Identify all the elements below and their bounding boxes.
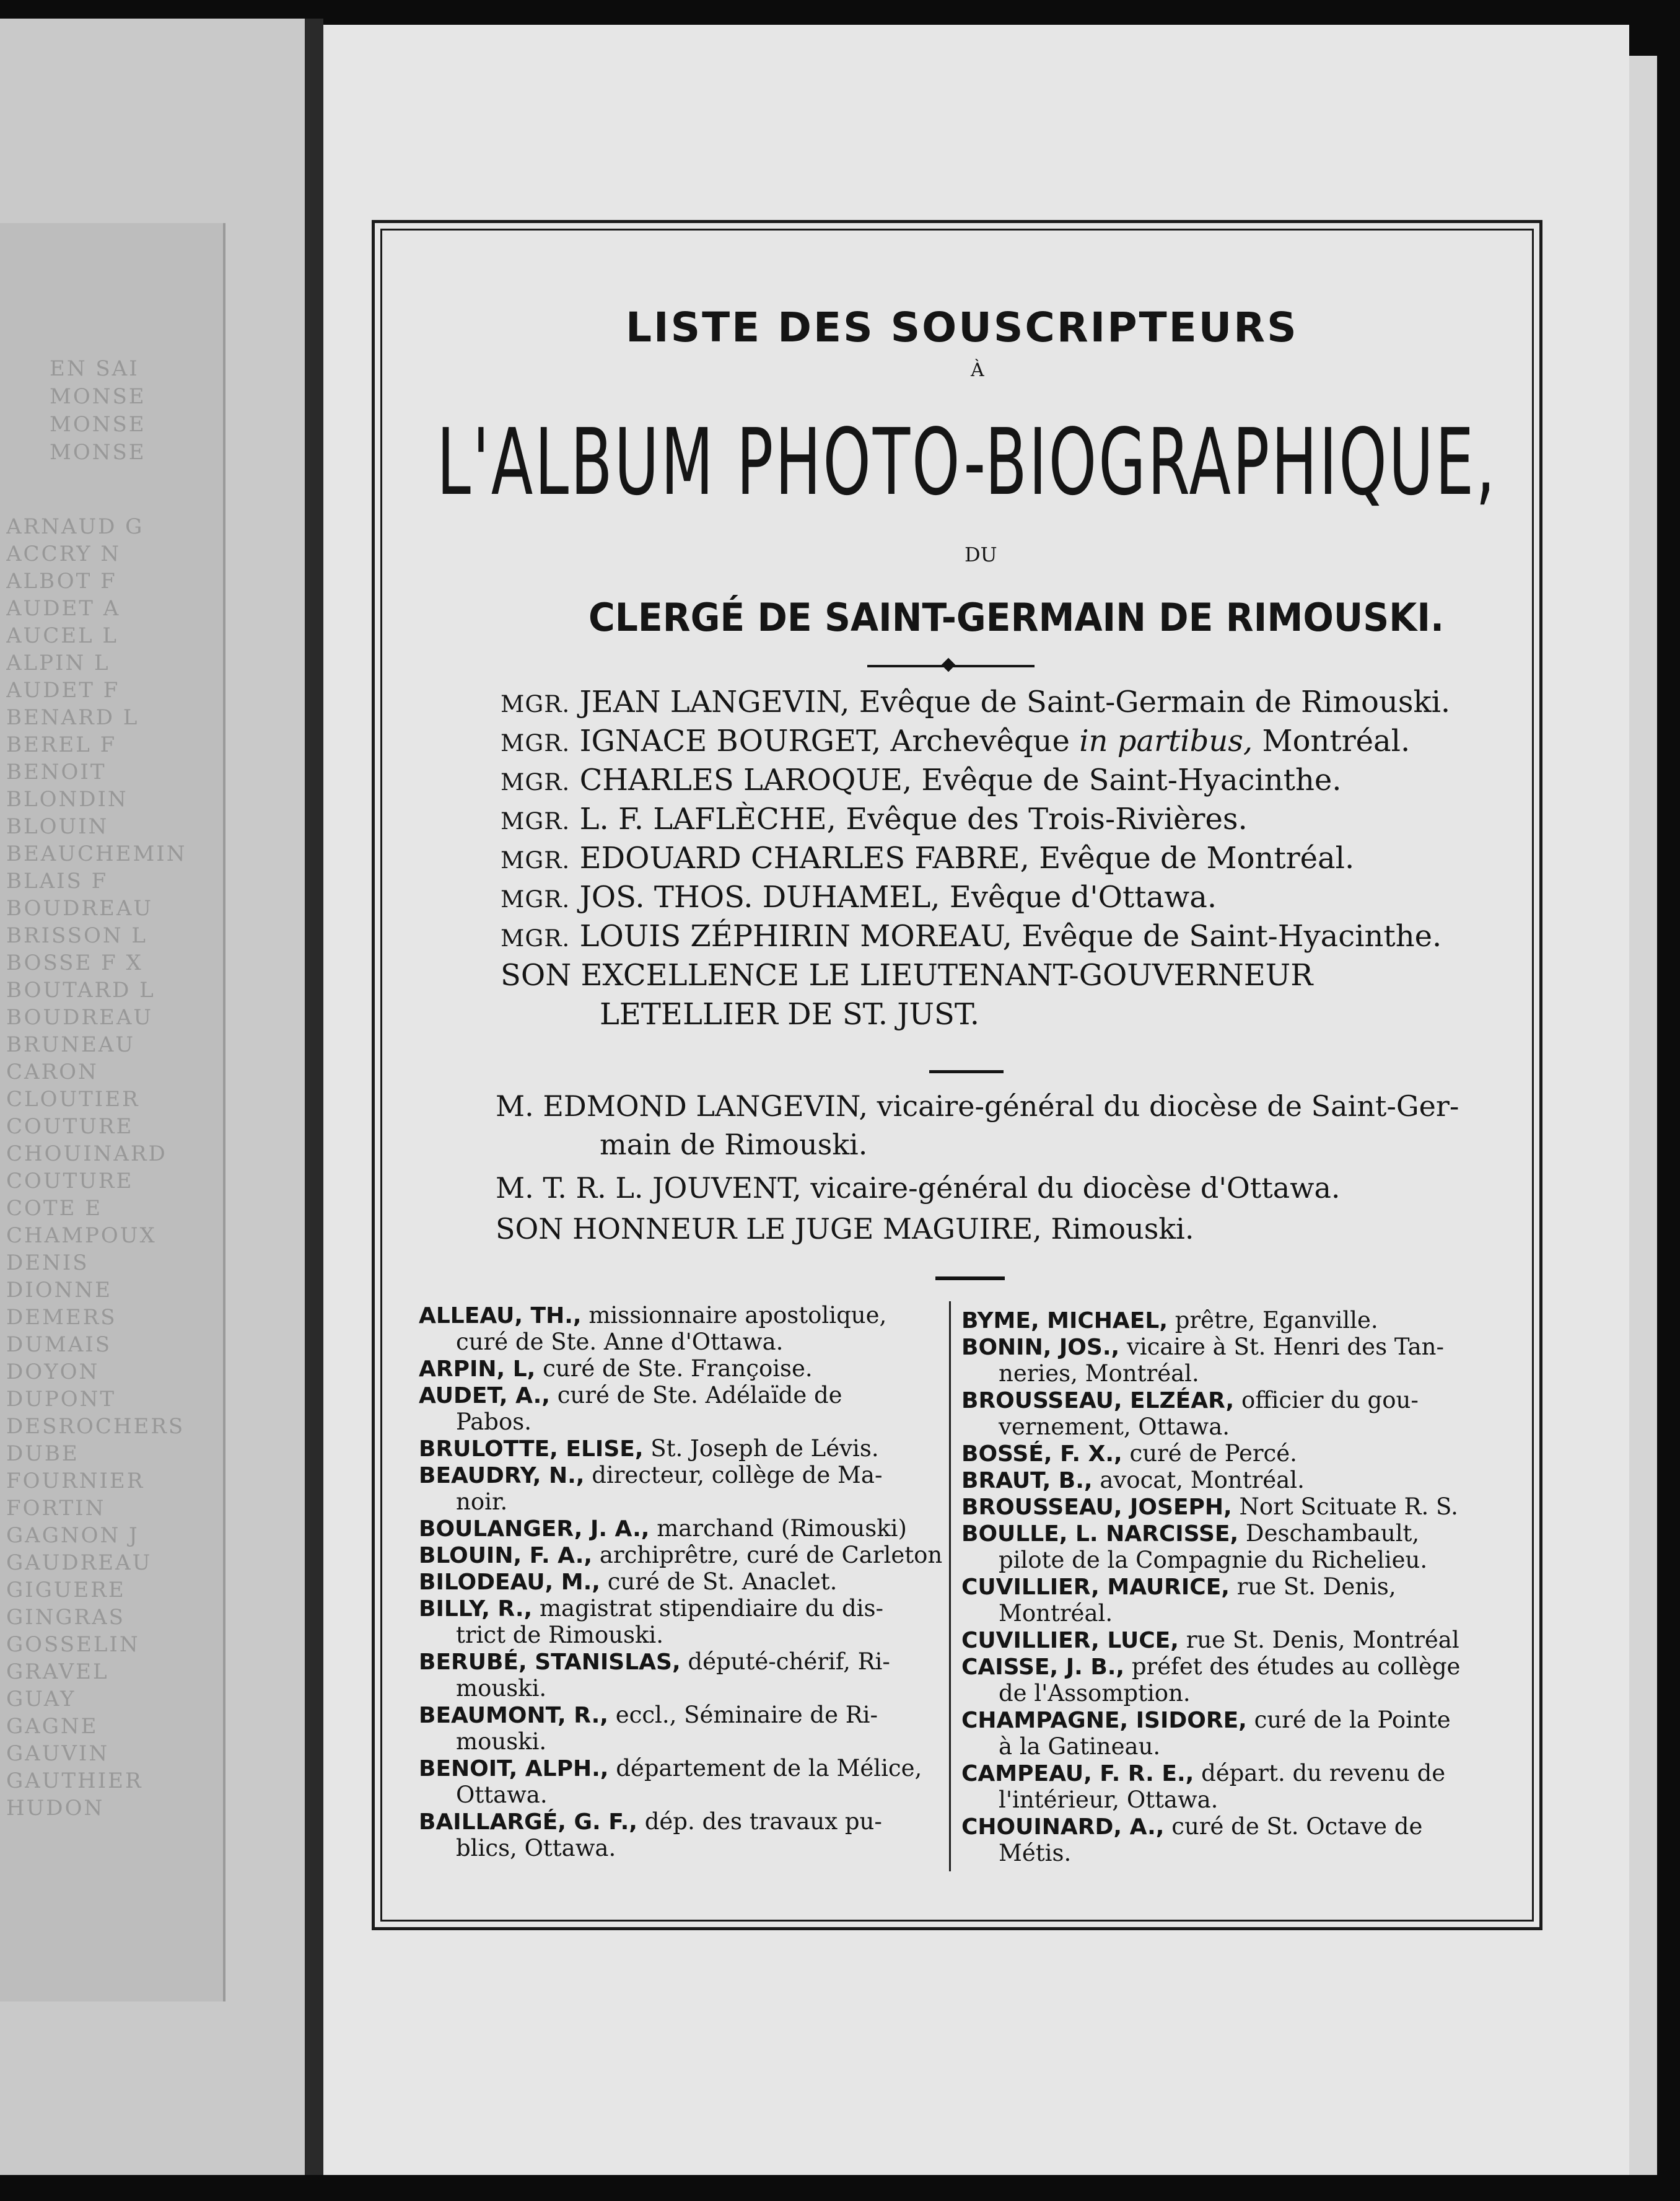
dignitary-name: CHARLES LAROQUE,	[579, 763, 912, 797]
subscriber-line	[961, 1361, 1477, 1386]
bleed-through-line: CLOUTIER	[6, 1087, 140, 1112]
bleed-through-line: GAUDREAU	[6, 1550, 152, 1575]
subscriber-detail: mouski.	[456, 1728, 547, 1755]
subscriber-line	[961, 1441, 1477, 1467]
dignitary-name: L. F. LAFLÈCHE,	[579, 802, 836, 837]
bleed-through-line: BLONDIN	[6, 787, 128, 812]
dignitary-role: Evêque des Trois-Rivières.	[846, 802, 1248, 837]
subscriber-line	[961, 1814, 1477, 1840]
bleed-through-line: GAUTHIER	[6, 1768, 143, 1793]
bleed-through-line: ALPIN L	[6, 651, 110, 675]
bleed-through-line: BRUNEAU	[6, 1032, 136, 1057]
subscriber-name: CHOUINARD, A.,	[961, 1814, 1165, 1840]
column-divider	[949, 1301, 951, 1871]
bleed-through-line: BOSSE F X	[6, 951, 143, 975]
bleed-through-line: BOUDREAU	[6, 896, 154, 921]
subscriber-detail: neries, Montréal.	[999, 1360, 1199, 1387]
subscriber-line	[961, 1521, 1477, 1547]
dignitary-line	[501, 880, 1217, 915]
subscriber-detail: trict de Rimouski.	[456, 1622, 663, 1648]
subscriber-line	[961, 1494, 1477, 1520]
bleed-through-line: DUBE	[6, 1441, 79, 1466]
subscriber-line	[419, 1755, 945, 1781]
bleed-through-line: DUPONT	[6, 1387, 116, 1412]
subscriber-detail: curé de Ste. Adélaïde de	[557, 1382, 842, 1408]
dignitary-line	[501, 685, 1450, 719]
bleed-through-line: EN SAI	[50, 356, 139, 381]
bleed-through-line: DIONNE	[6, 1278, 112, 1303]
dignitary-role: Evêque de Saint-Germain de Rimouski.	[859, 685, 1451, 719]
subscriber-line	[419, 1622, 945, 1648]
bleed-through-line: HUDON	[6, 1796, 105, 1821]
bleed-through-line: AUDET A	[6, 596, 121, 621]
bleed-through-line: GAGNE	[6, 1714, 98, 1739]
bleed-through-line: FOURNIER	[6, 1469, 145, 1493]
subscriber-detail: curé de St. Octave de	[1171, 1813, 1423, 1840]
subscriber-detail: curé de la Pointe	[1254, 1707, 1451, 1733]
bleed-through-line: BENARD L	[6, 705, 139, 730]
dignitary-line	[501, 919, 1442, 954]
subscriber-detail: missionnaire apostolique,	[588, 1302, 887, 1329]
subscriber-detail: curé de Ste. Françoise.	[543, 1355, 813, 1382]
subscriber-detail: noir.	[456, 1488, 508, 1515]
subscriber-line	[961, 1387, 1477, 1413]
clergy-role: vicaire-général du diocèse de Saint-Ger-	[877, 1089, 1459, 1123]
subscriber-name: BOULANGER, J. A.,	[419, 1516, 650, 1542]
dignitary-role: Evêque de Saint-Hyacinthe.	[1022, 919, 1442, 954]
subscriber-line	[961, 1734, 1477, 1759]
subscriber-line	[961, 1760, 1477, 1786]
dignitary-line	[501, 763, 1342, 797]
subscriber-line	[961, 1787, 1477, 1812]
bleed-through-line: GINGRAS	[6, 1605, 125, 1630]
subscriber-detail: vernement, Ottawa.	[999, 1413, 1230, 1440]
subscriber-line	[961, 1334, 1477, 1360]
subscriber-detail: pilote de la Compagnie du Richelieu.	[999, 1547, 1428, 1573]
bleed-through-line: DUMAIS	[6, 1332, 112, 1357]
subscriber-line	[419, 1382, 945, 1408]
subscriber-line	[961, 1680, 1477, 1706]
bleed-through-line: MONSE	[50, 412, 146, 437]
dignitary-title: MGR.	[501, 729, 571, 757]
subscriber-name: BOSSÉ, F. X.,	[961, 1441, 1122, 1467]
subscriber-detail: Pabos.	[456, 1408, 532, 1435]
subscriber-detail: Ottawa.	[456, 1781, 548, 1808]
subscriber-line	[419, 1303, 945, 1329]
subscriber-detail: marchand (Rimouski)	[657, 1515, 907, 1542]
subscriber-name: BENOIT, ALPH.,	[419, 1756, 609, 1781]
subscriber-line	[419, 1489, 945, 1514]
book-gutter	[305, 19, 323, 2175]
bleed-through-line: GOSSELIN	[6, 1632, 140, 1657]
dignitary-name: LOUIS ZÉPHIRIN MOREAU,	[579, 919, 1012, 954]
subscriber-detail: département de la Mélice,	[616, 1755, 922, 1781]
subscriber-detail: Deschambault,	[1245, 1520, 1420, 1547]
subscriber-detail: curé de Ste. Anne d'Ottawa.	[456, 1329, 784, 1355]
subscriber-name: BAILLARGÉ, G. F.,	[419, 1809, 637, 1835]
dignitary-role: Evêque d'Ottawa.	[949, 880, 1217, 915]
subscriber-detail: à la Gatineau.	[999, 1733, 1161, 1760]
subscriber-line	[961, 1547, 1477, 1573]
subscriber-line	[419, 1542, 945, 1568]
subscriber-detail: départ. du revenu de	[1201, 1760, 1446, 1786]
subscriber-detail: St. Joseph de Lévis.	[650, 1435, 879, 1462]
dignitary-title: MGR.	[501, 925, 571, 952]
bleed-through-line: DEMERS	[6, 1305, 117, 1330]
dignitary-line	[600, 997, 979, 1032]
subscriber-detail: eccl., Séminaire de Ri-	[615, 1702, 878, 1728]
dignitary-name: EDOUARD CHARLES FABRE,	[579, 841, 1030, 876]
dignitary-title: MGR.	[501, 846, 571, 874]
bleed-through-line: ALBOT F	[6, 569, 117, 594]
subscriber-name: BLOUIN, F. A.,	[419, 1543, 593, 1568]
subscriber-name: BROUSSEAU, ELZÉAR,	[961, 1388, 1235, 1413]
subscriber-detail: l'intérieur, Ottawa.	[999, 1786, 1218, 1813]
subscriber-name: BROUSSEAU, JOSEPH,	[961, 1495, 1232, 1520]
subscriber-line	[419, 1782, 945, 1808]
subscriber-line	[961, 1414, 1477, 1439]
subscriber-name: BRULOTTE, ELISE,	[419, 1436, 644, 1462]
dignitary-role: Evêque de Montréal.	[1039, 841, 1355, 876]
bleed-through-line: BENOIT	[6, 760, 107, 784]
dignitary-italic: in partibus,	[1079, 724, 1253, 758]
subscriber-line	[419, 1809, 945, 1835]
subscriber-detail: curé de Percé.	[1129, 1440, 1297, 1467]
bleed-through-line: FORTIN	[6, 1496, 106, 1521]
subscriber-detail: Nort Scituate R. S.	[1239, 1493, 1458, 1520]
bleed-through-line: DENIS	[6, 1250, 89, 1275]
bleed-through-line: ACCRY N	[6, 542, 121, 566]
bleed-through-line: GUAY	[6, 1687, 76, 1711]
subscriber-line	[419, 1462, 945, 1488]
bleed-through-line: CHOUINARD	[6, 1141, 167, 1166]
bleed-through-line: COUTURE	[6, 1114, 134, 1139]
subscriber-detail: avocat, Montréal.	[1100, 1467, 1305, 1493]
clergy-name: SON HONNEUR LE JUGE MAGUIRE,	[496, 1212, 1042, 1245]
bleed-through-line: GAUVIN	[6, 1741, 110, 1766]
dignitary-role: Evêque de Saint-Hyacinthe.	[921, 763, 1342, 797]
subscriber-detail: magistrat stipendiaire du dis-	[539, 1595, 883, 1622]
subscriber-name: BEAUMONT, R.,	[419, 1703, 608, 1728]
bleed-through-line: ARNAUD G	[6, 514, 144, 539]
subscriber-line	[961, 1307, 1477, 1333]
bleed-through-line: AUDET F	[6, 678, 120, 703]
clergy-name: M. EDMOND LANGEVIN,	[496, 1089, 868, 1123]
subscriber-detail: rue St. Denis, Montréal	[1186, 1627, 1459, 1653]
bleed-through-line: BEREL F	[6, 732, 117, 757]
subscriber-line	[419, 1516, 945, 1542]
subscriber-line	[961, 1467, 1477, 1493]
subscriber-name: BILLY, R.,	[419, 1596, 533, 1622]
dignitary-title: MGR.	[501, 690, 571, 718]
subscriber-line	[419, 1596, 945, 1622]
subscriber-name: CAMPEAU, F. R. E.,	[961, 1761, 1194, 1786]
bleed-through-line: BRISSON L	[6, 923, 148, 948]
subscriber-detail: curé de St. Anaclet.	[607, 1568, 838, 1595]
subscriber-line	[419, 1569, 945, 1595]
subscriber-detail: prêtre, Eganville.	[1175, 1307, 1378, 1333]
subscriber-line	[419, 1436, 945, 1462]
subscriber-line	[419, 1835, 945, 1861]
subscriber-name: CUVILLIER, MAURICE,	[961, 1575, 1230, 1600]
dignitary-title: MGR.	[501, 885, 571, 913]
subscriber-name: BEAUDRY, N.,	[419, 1463, 585, 1488]
dignitary-place: Montréal.	[1262, 724, 1411, 758]
subscriber-line	[419, 1409, 945, 1434]
clergy-role: vicaire-général du diocèse d'Ottawa.	[810, 1171, 1341, 1205]
subscriber-name: BYME, MICHAEL,	[961, 1308, 1168, 1333]
clergy-line	[600, 1128, 867, 1161]
subscriber-name: ARPIN, L,	[419, 1356, 536, 1382]
dignitary-role: Archevêque	[890, 724, 1070, 758]
bleed-through-line: GIGUERE	[6, 1578, 126, 1602]
bleed-through-line: CARON	[6, 1060, 98, 1084]
subscriber-name: CHAMPAGNE, ISIDORE,	[961, 1708, 1247, 1733]
subscriber-line	[961, 1840, 1477, 1866]
subscriber-detail: vicaire à St. Henri des Tan-	[1126, 1333, 1445, 1360]
subscriber-line	[961, 1601, 1477, 1626]
clergy-role: Rimouski.	[1051, 1212, 1194, 1245]
dignitary-name: SON EXCELLENCE LE LIEUTENANT-GOUVERNEUR	[501, 958, 1313, 993]
subscriber-line	[419, 1649, 945, 1675]
clergy-line	[496, 1171, 1341, 1205]
subscriber-name: CAISSE, J. B.,	[961, 1654, 1125, 1680]
clergy-role: main de Rimouski.	[600, 1128, 868, 1161]
subscriber-name: BONIN, JOS.,	[961, 1335, 1120, 1360]
title-clerge: CLERGÉ DE SAINT-GERMAIN DE RIMOUSKI.	[588, 595, 1445, 640]
title-album: L'ALBUM PHOTO-BIOGRAPHIQUE,	[437, 409, 1497, 516]
subscriber-detail: Métis.	[999, 1840, 1072, 1866]
bleed-through-line: GRAVEL	[6, 1659, 109, 1684]
subscriber-line	[961, 1707, 1477, 1733]
subscriber-detail: Montréal.	[999, 1600, 1113, 1627]
subscriber-name: BILODEAU, M.,	[419, 1570, 600, 1595]
clergy-line	[496, 1089, 1459, 1123]
subscriber-line	[419, 1329, 945, 1355]
subscriber-name: BRAUT, B.,	[961, 1468, 1093, 1493]
subscriber-name: AUDET, A.,	[419, 1383, 550, 1408]
subscriber-line	[419, 1702, 945, 1728]
page-edge	[1629, 56, 1657, 2175]
dignitary-title: MGR.	[501, 768, 571, 796]
bleed-through-line: COTE E	[6, 1196, 103, 1221]
subscriber-detail: député-chérif, Ri-	[688, 1648, 890, 1675]
subscriber-detail: préfet des études au collège	[1131, 1653, 1461, 1680]
title-liste: LISTE DES SOUSCRIPTEURS	[626, 304, 1298, 351]
dignitary-line	[501, 958, 1313, 993]
clergy-name: M. T. R. L. JOUVENT,	[496, 1171, 802, 1205]
subscriber-detail: directeur, collège de Ma-	[592, 1462, 883, 1488]
subscriber-detail: blics, Ottawa.	[456, 1835, 616, 1861]
bleed-through-line: GAGNON J	[6, 1523, 139, 1548]
section-rule	[935, 1276, 1005, 1280]
bleed-through-line: BOUTARD L	[6, 978, 155, 1003]
bleed-through-line: BLOUIN	[6, 814, 109, 839]
dignitary-line	[501, 802, 1248, 837]
subscriber-line	[961, 1654, 1477, 1680]
bleed-through-line: MONSE	[50, 440, 146, 465]
bleed-through-line: BEAUCHEMIN	[6, 841, 187, 866]
dignitary-line	[501, 841, 1354, 876]
dignitary-name: JOS. THOS. DUHAMEL,	[579, 880, 940, 915]
subscriber-line	[419, 1729, 945, 1754]
bleed-through-line: BOUDREAU	[6, 1005, 154, 1030]
bleed-through-line: MONSE	[50, 384, 146, 409]
title-du: DU	[965, 543, 997, 566]
dignitary-line	[501, 724, 1410, 758]
dignitary-name: JEAN LANGEVIN,	[579, 685, 850, 719]
bleed-through-line: COUTURE	[6, 1169, 134, 1193]
bleed-through-line: DESROCHERS	[6, 1414, 185, 1439]
dignitary-name: IGNACE BOURGET,	[579, 724, 882, 758]
clergy-line	[496, 1212, 1194, 1245]
subscriber-name: BERUBÉ, STANISLAS,	[419, 1650, 681, 1675]
subscriber-name: CUVILLIER, LUCE,	[961, 1628, 1179, 1653]
subscriber-detail: de l'Assomption.	[999, 1680, 1191, 1707]
subscriber-detail: dép. des travaux pu-	[644, 1808, 882, 1835]
bleed-through-line: DOYON	[6, 1360, 100, 1384]
subscriber-detail: mouski.	[456, 1675, 547, 1702]
title-a: À	[971, 359, 984, 381]
subscriber-line	[961, 1574, 1477, 1600]
dignitary-name: LETELLIER DE ST. JUST.	[600, 997, 980, 1032]
bleed-through-line: BLAIS F	[6, 869, 108, 894]
bleed-through-line: AUCEL L	[6, 623, 119, 648]
subscriber-name: BOULLE, L. NARCISSE,	[961, 1521, 1239, 1547]
subscriber-line	[961, 1627, 1477, 1653]
subscriber-line	[419, 1676, 945, 1701]
section-rule	[929, 1070, 1004, 1073]
subscriber-detail: rue St. Denis,	[1236, 1573, 1396, 1600]
subscriber-line	[419, 1356, 945, 1382]
subscriber-name: ALLEAU, TH.,	[419, 1303, 582, 1329]
subscriber-detail: officier du gou-	[1241, 1387, 1419, 1413]
bleed-through-line: CHAMPOUX	[6, 1223, 157, 1248]
dignitary-title: MGR.	[501, 807, 571, 835]
subscriber-detail: archiprêtre, curé de Carleton	[599, 1542, 943, 1568]
